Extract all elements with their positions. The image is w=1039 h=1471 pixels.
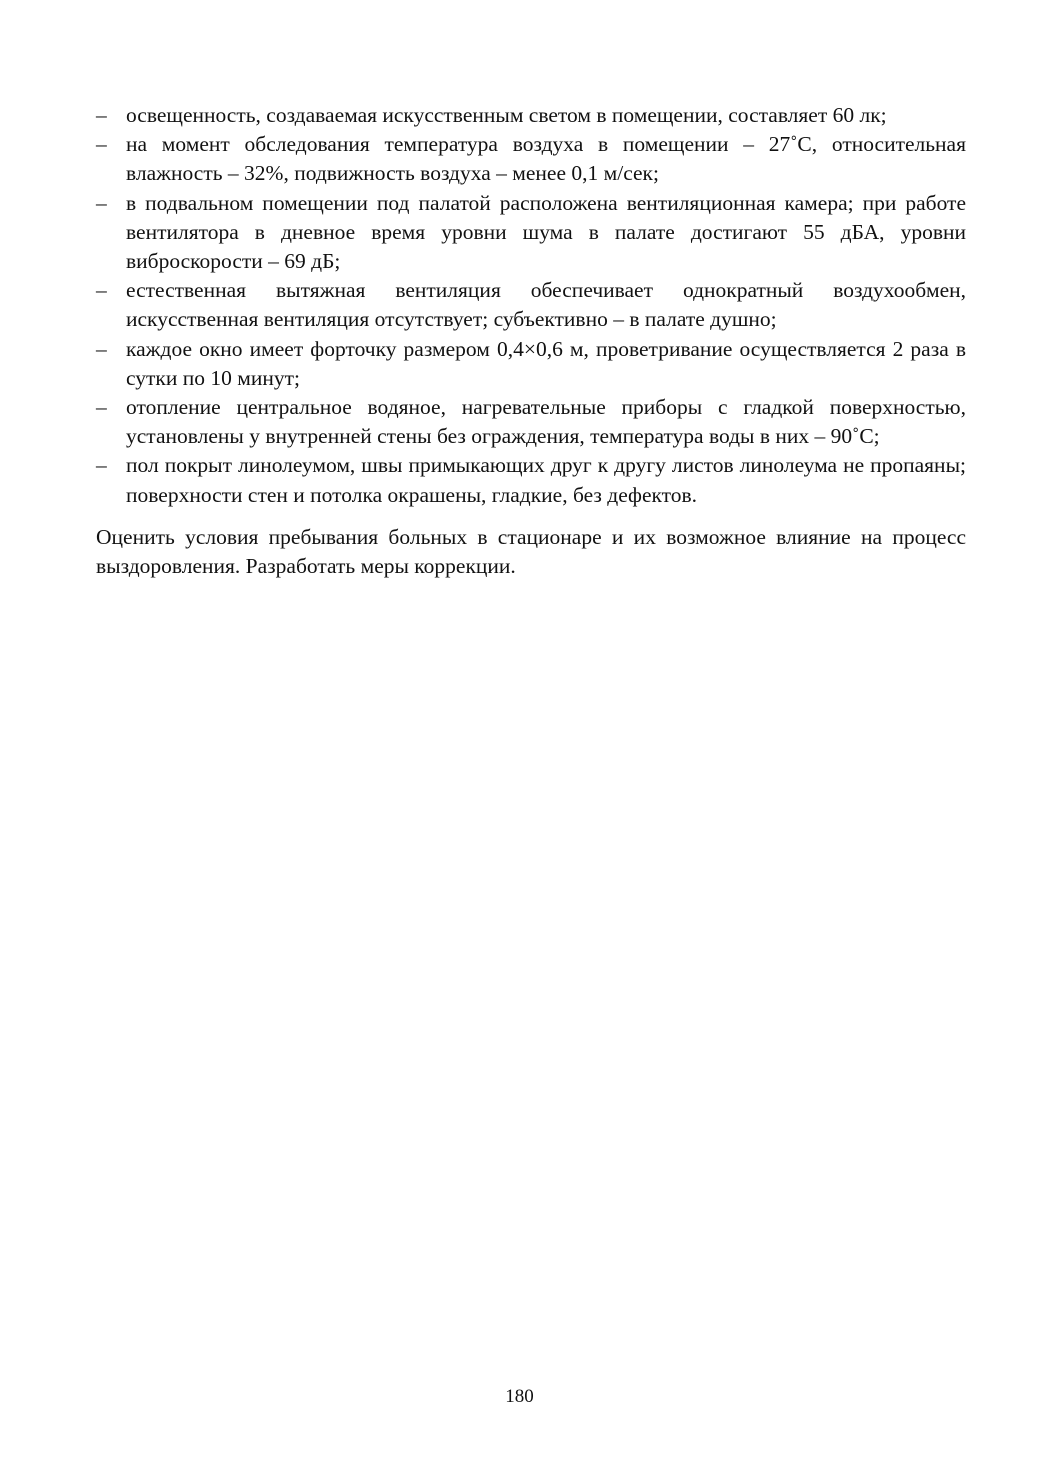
list-item — [96, 189, 966, 277]
document-body — [96, 101, 966, 581]
list-item-text: каждое окно имеет форточку размером 0,4×0,6 м, проветривание осуществляется 2 раза в сутки по 10 минут; — [126, 336, 966, 390]
list-item — [96, 101, 966, 130]
list-item-text: отопление центральное водяное, нагревательные приборы с гладкой поверхностью, установлены у внутренней стены без ограждения, температура воды в них – 90˚С; — [126, 395, 966, 449]
page-number: 180 — [505, 1386, 534, 1407]
list-dash: – — [96, 395, 107, 420]
list-item-text: на момент обследования температура воздуха в помещении – 27˚С, относительная влажность – 32%, подвижность воздуха – менее 0,1 м/сек; — [126, 132, 966, 186]
list-dash: – — [96, 453, 107, 478]
list-item — [96, 335, 966, 393]
list-item-text: естественная вытяжная вентиляция обеспечивает однократный воздухообмен, искусственная вентиляция отсутствует; субъективно – в палате душно; — [126, 278, 966, 332]
task-paragraph: Оценить условия пребывания больных в стационаре и их возможное влияние на процесс выздоровления. Разработать меры коррекции. — [96, 524, 966, 579]
list-item — [96, 393, 966, 451]
list-item-text: освещенность, создаваемая искусственным светом в помещении, составляет 60 лк; — [126, 103, 887, 127]
list-item — [96, 276, 966, 334]
list-item — [96, 451, 966, 509]
list-dash: – — [96, 103, 107, 127]
list-dash: – — [96, 190, 107, 215]
list-dash: – — [96, 132, 107, 157]
list-dash: – — [96, 278, 107, 303]
list-item — [96, 130, 966, 188]
list-item-text: пол покрыт линолеумом, швы примыкающих друг к другу листов линолеума не пропаяны; поверхности стен и потолка окрашены, гладкие, без дефектов. — [126, 453, 966, 507]
list-item-text: в подвальном помещении под палатой расположена вентиляционная камера; при работе вентилятора в дневное время уровни шума в палате достигают 55 дБА, уровни виброскорости – 69 дБ; — [126, 190, 966, 274]
list-dash: – — [96, 336, 107, 361]
